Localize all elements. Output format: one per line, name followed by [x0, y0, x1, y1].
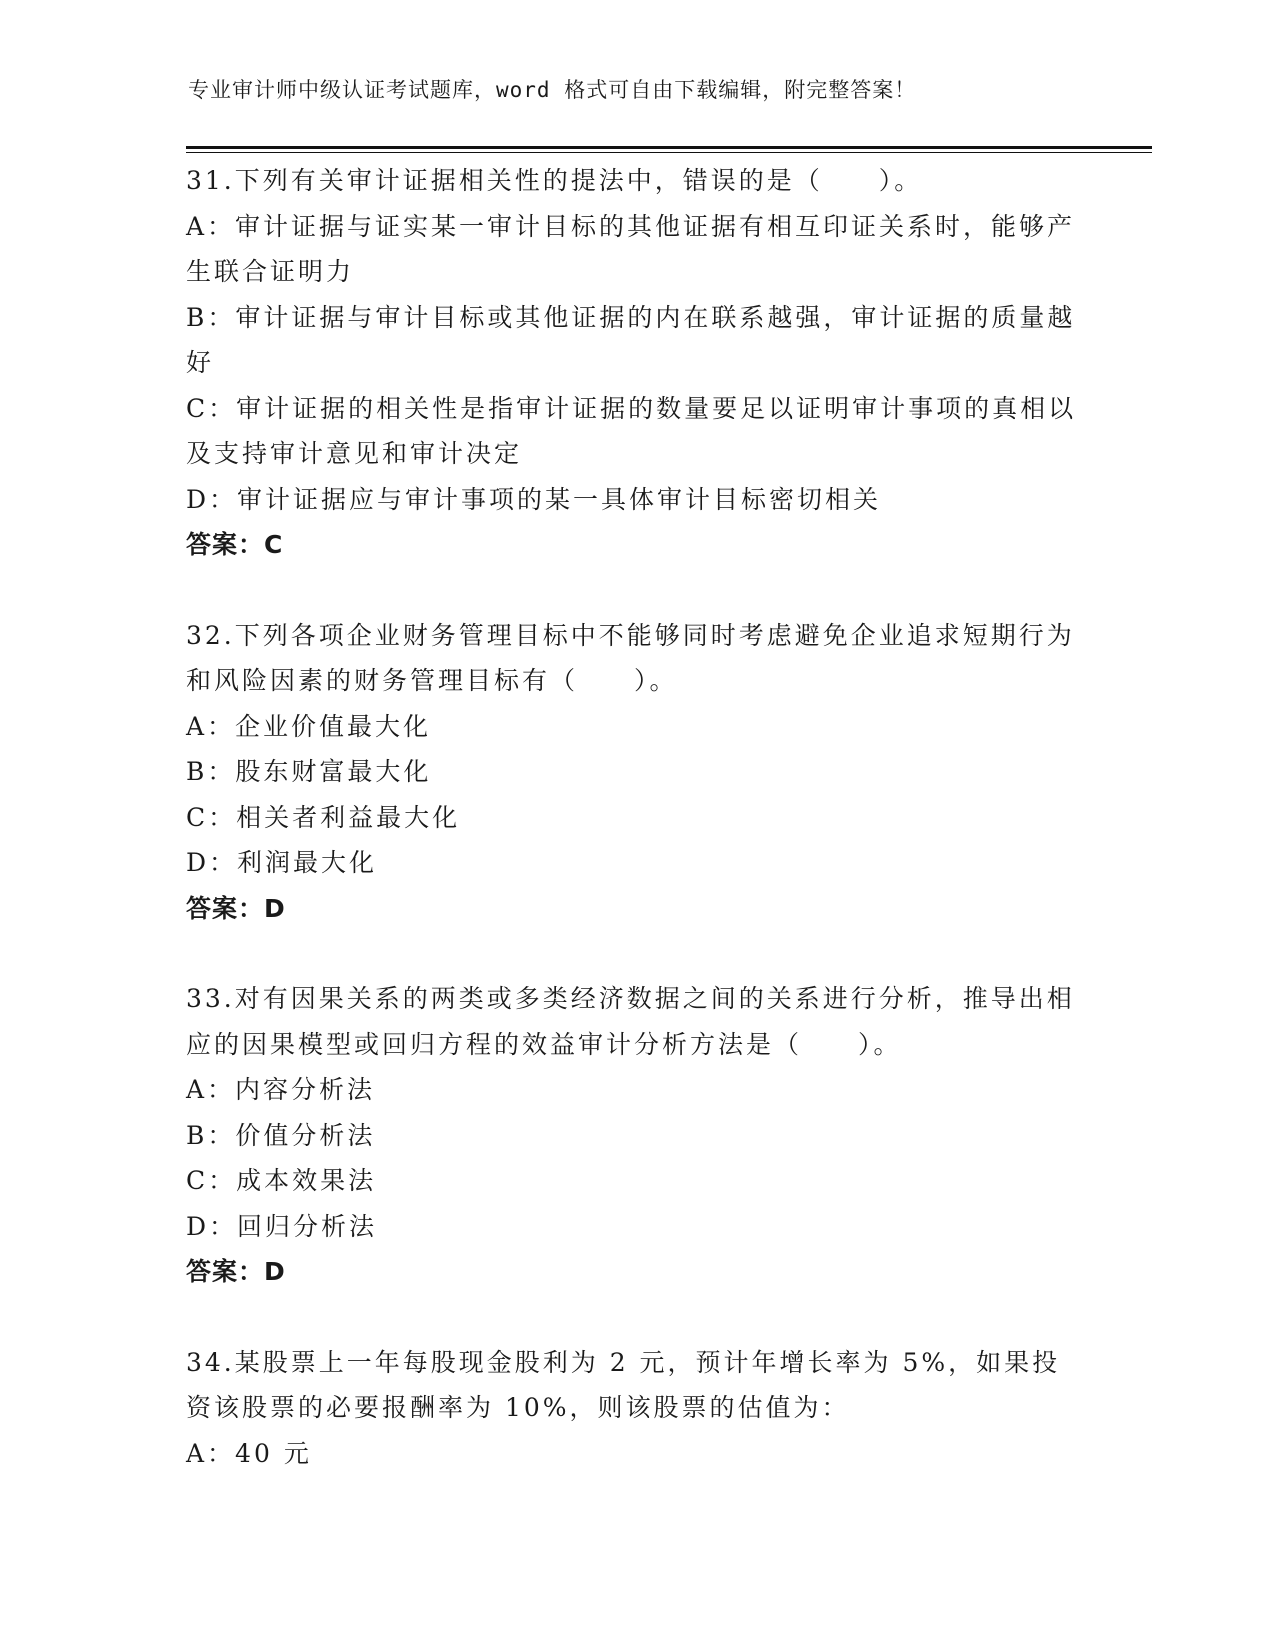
question-stem: 33.对有因果关系的两类或多类经济数据之间的关系进行分析，推导出相应的因果模型或回归方程的效益审计分析方法是（ ）。 — [186, 984, 1075, 1059]
answer: 答案：C — [186, 530, 284, 559]
page-header: 专业审计师中级认证考试题库，word 格式可自由下载编辑，附完整答案！ — [188, 78, 917, 102]
question-stem: 31.下列有关审计证据相关性的提法中，错误的是（ ）。 — [186, 166, 923, 195]
header-rule-thick — [186, 146, 1152, 149]
option-a: A：审计证据与证实某一审计目标的其他证据有相互印证关系时，能够产生联合证明力 — [186, 211, 1076, 286]
question-spacer — [186, 568, 1086, 613]
option-c: C：成本效果法 — [186, 1166, 377, 1195]
question-stem: 34.某股票上一年每股现金股利为 2 元，预计年增长率为 5%，如果投资该股票的必要报酬率为 10%，则该股票的估值为： — [186, 1347, 1061, 1422]
option-a: A：企业价值最大化 — [186, 711, 432, 741]
question-34 — [186, 1340, 1086, 1477]
question-list — [186, 158, 1086, 1476]
option-d: D：回归分析法 — [186, 1211, 378, 1241]
question-31 — [186, 158, 1086, 568]
answer: 答案：D — [186, 1257, 286, 1286]
option-c: C：审计证据的相关性是指审计证据的数量要足以证明审计事项的真相以及支持审计意见和审计决定 — [186, 393, 1077, 468]
question-33 — [186, 976, 1086, 1295]
question-spacer — [186, 1295, 1086, 1340]
option-d: D：审计证据应与审计事项的某一具体审计目标密切相关 — [186, 484, 882, 514]
option-b: B：价值分析法 — [186, 1120, 376, 1150]
option-d: D：利润最大化 — [186, 848, 378, 877]
option-a: A：40 元 — [186, 1438, 312, 1468]
answer: 答案：D — [186, 893, 286, 923]
option-a: A：内容分析法 — [186, 1075, 376, 1104]
question-stem: 32.下列各项企业财务管理目标中不能够同时考虑避免企业追求短期行为和风险因素的财务管理目标有（ ）。 — [186, 620, 1075, 695]
option-c: C：相关者利益最大化 — [186, 802, 461, 832]
option-b: B：股东财富最大化 — [186, 757, 432, 786]
header-rule-thin — [186, 152, 1152, 153]
question-spacer — [186, 931, 1086, 976]
question-32 — [186, 613, 1086, 932]
option-b: B：审计证据与审计目标或其他证据的内在联系越强，审计证据的质量越好 — [186, 302, 1076, 377]
